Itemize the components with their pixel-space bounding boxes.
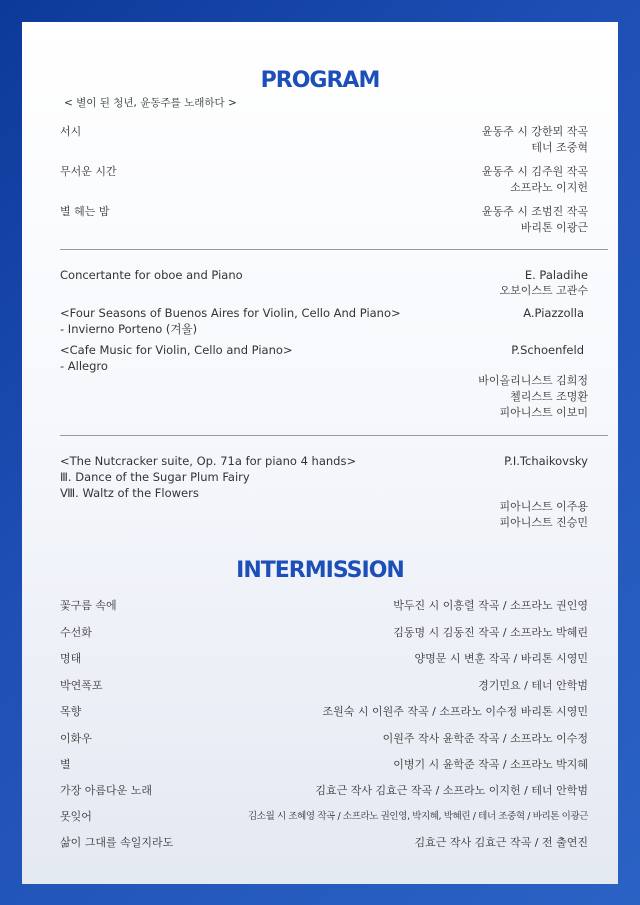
movement: Ⅷ. Waltz of the Flowers	[60, 486, 199, 500]
nutcracker-block	[60, 453, 356, 501]
item3-composer: P.Schoenfeld	[511, 343, 584, 357]
item2-composer: A.Piazzolla	[523, 306, 584, 320]
section1-title-0: 서시	[60, 125, 82, 138]
intermission-credit-9: 김효근 작사 김효근 작곡 / 전 출연진	[414, 836, 588, 849]
intermission-title-7: 가장 아름다운 노래	[60, 784, 153, 797]
section1-credits-0	[482, 124, 588, 156]
section1-credits-2	[482, 204, 588, 236]
intermission-title-3: 박연폭포	[60, 679, 103, 692]
performer: 피아니스트 이보미	[499, 406, 588, 419]
section2-performers	[478, 373, 588, 421]
intermission-title-5: 이화우	[60, 732, 92, 745]
section1-title-1: 무서운 시간	[60, 165, 117, 178]
piece-title: <Cafe Music for Violin, Cello and Piano>	[60, 343, 293, 357]
item2-title	[60, 305, 401, 337]
item3-title	[60, 342, 293, 374]
intermission-title-1: 수선화	[60, 626, 92, 639]
intermission-title-9: 삶이 그대를 속일지라도	[60, 836, 174, 849]
intermission-credit-0: 박두진 시 이흥렬 작곡 / 소프라노 권인영	[393, 599, 588, 612]
credit-line: 윤동주 시 김주원 작곡	[481, 165, 588, 178]
intermission-title-4: 목향	[60, 705, 82, 718]
section1-title-2: 별 헤는 밤	[60, 205, 110, 218]
intermission-title-8: 못잊어	[60, 810, 92, 823]
performer: 바이올리니스트 김희정	[478, 374, 588, 387]
performer: 피아니스트 이주용	[499, 500, 588, 513]
divider	[60, 435, 608, 436]
piece-title: <The Nutcracker suite, Op. 71a for piano 4 hands>	[60, 454, 357, 468]
intermission-title-2: 명태	[60, 652, 82, 665]
intermission-credit-2: 양명문 시 변훈 작곡 / 바리톤 시영민	[414, 652, 588, 665]
program-subtitle: < 별이 된 청년, 윤동주를 노래하다 >	[64, 97, 237, 109]
program-sheet	[22, 22, 618, 884]
item1-title: Concertante for oboe and Piano	[60, 268, 243, 282]
intermission-title-6: 별	[60, 758, 71, 771]
section3-performers	[499, 499, 588, 531]
movement: - Invierno Porteno (겨울)	[60, 322, 198, 336]
intermission-credit-4: 조원숙 시 이원주 작곡 / 소프라노 이수정 바리톤 시영민	[322, 705, 588, 718]
nutcracker-composer: P.I.Tchaikovsky	[504, 454, 588, 468]
intermission-credit-7: 김효근 작사 김효근 작곡 / 소프라노 이지헌 / 테너 안학범	[315, 784, 588, 797]
movement: - Allegro	[60, 359, 108, 373]
intermission-heading: INTERMISSION	[236, 558, 404, 583]
performer: 피아니스트 진승민	[499, 516, 588, 529]
intermission-title-0: 꽃구름 속에	[60, 599, 117, 612]
credit-line: 테너 조중혁	[531, 141, 588, 154]
piece-title: <Four Seasons of Buenos Aires for Violin, Cello And Piano>	[60, 306, 401, 320]
intermission-credit-3: 경기민요 / 테너 안학범	[478, 679, 588, 692]
composer: E. Paladihe	[524, 268, 588, 282]
intermission-credit-1: 김동명 시 김동진 작곡 / 소프라노 박혜린	[393, 626, 588, 639]
credit-line: 바리톤 이광근	[520, 221, 588, 234]
item1-credits	[499, 267, 588, 299]
performer: 오보이스트 고관수	[499, 284, 588, 297]
performer: 첼리스트 조명환	[510, 390, 588, 403]
program-heading: PROGRAM	[260, 68, 380, 93]
movement: Ⅲ. Dance of the Sugar Plum Fairy	[60, 470, 250, 484]
divider	[60, 249, 608, 250]
credit-line: 소프라노 이지헌	[510, 181, 588, 194]
credit-line: 윤동주 시 강한뫼 작곡	[481, 125, 588, 138]
credit-line: 윤동주 시 조범진 작곡	[481, 205, 588, 218]
intermission-credit-6: 이병기 시 윤학준 작곡 / 소프라노 박지혜	[393, 758, 588, 771]
intermission-credit-8: 김소월 시 조혜영 작곡 / 소프라노 권인영, 박지혜, 박혜린 / 테너 조중혁 / 바리톤 이광근	[248, 811, 588, 822]
intermission-credit-5: 이원주 작사 윤학준 작곡 / 소프라노 이수정	[382, 732, 588, 745]
section1-credits-1	[482, 164, 588, 196]
